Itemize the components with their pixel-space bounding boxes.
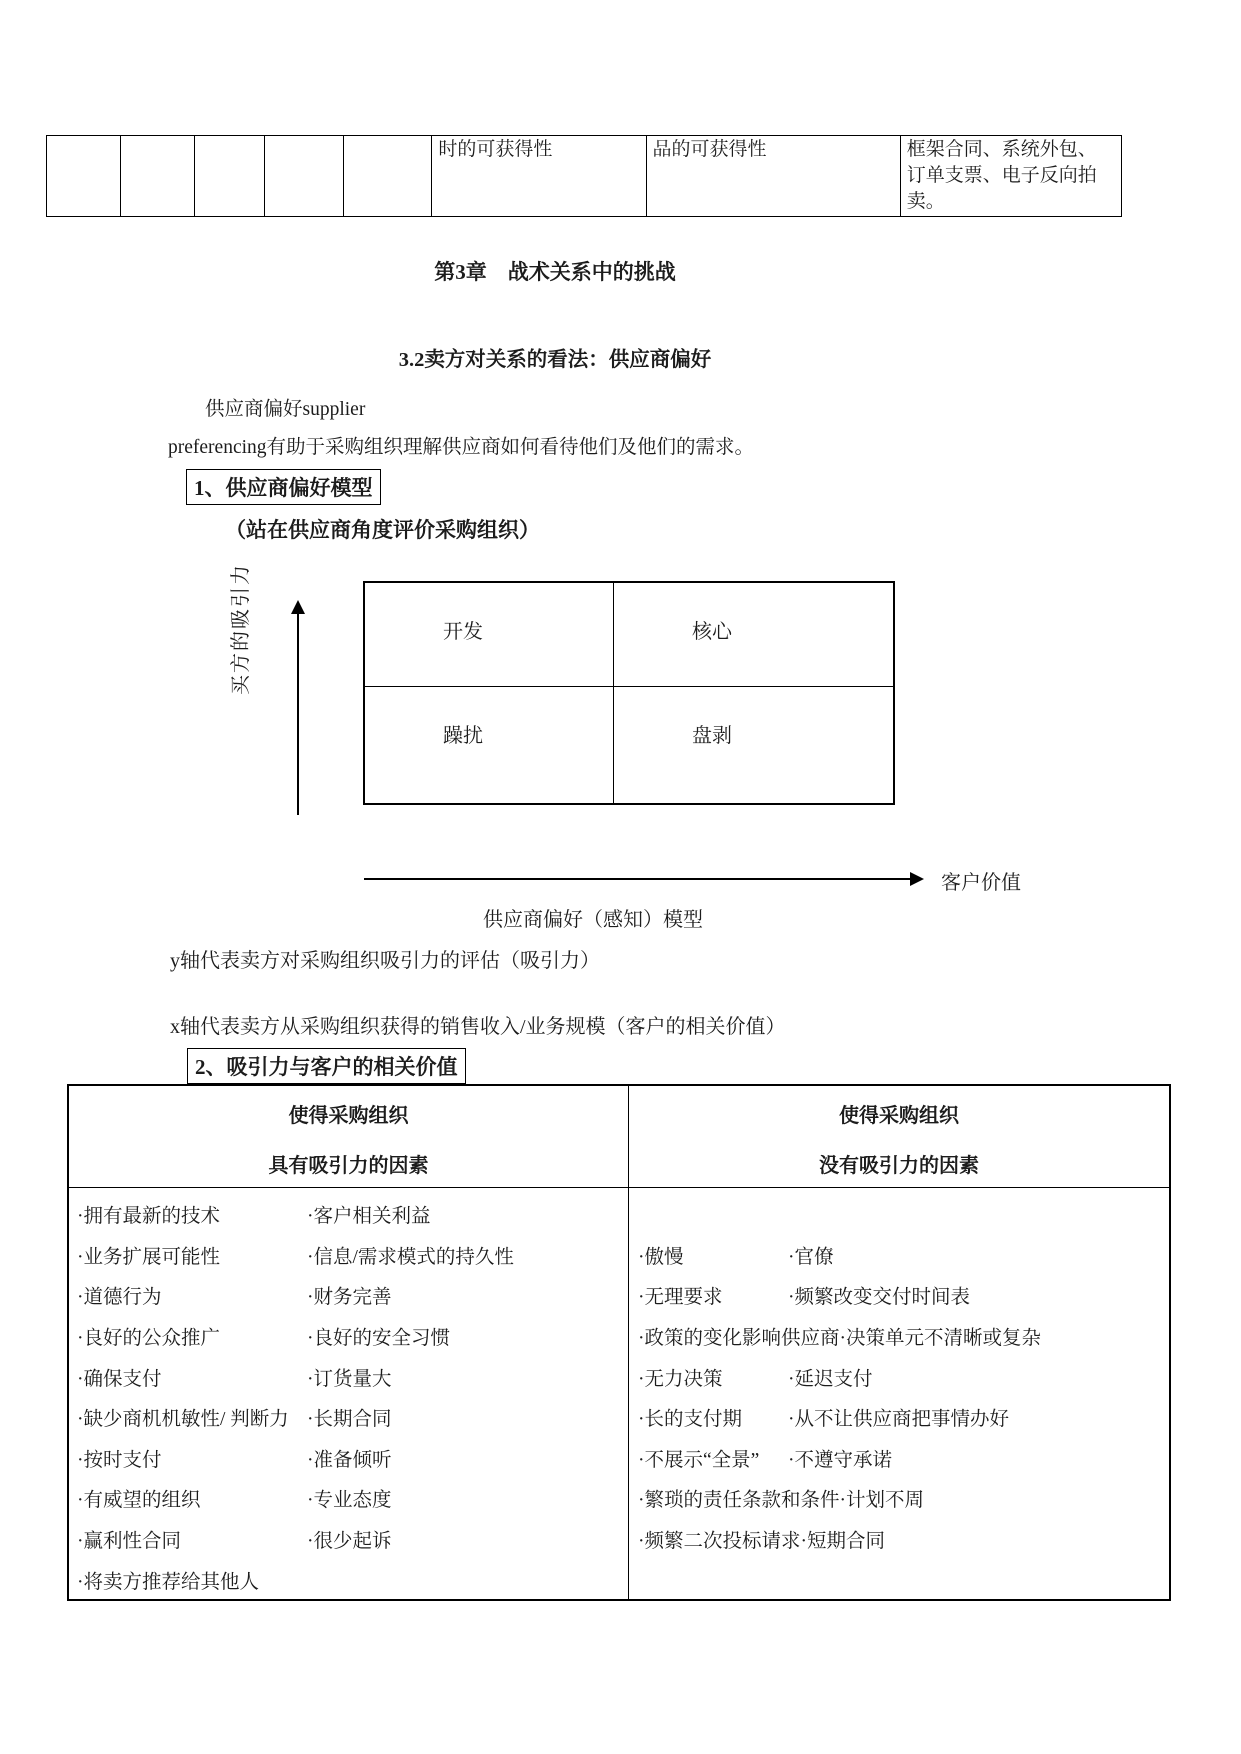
header-line: 没有吸引力的因素	[819, 1155, 979, 1177]
table-row	[69, 1559, 628, 1600]
table-row	[69, 1397, 628, 1438]
factor-item: ·计划不周	[839, 1490, 924, 1512]
factor-item: ·按时支付	[77, 1449, 162, 1471]
factors-column-unattractive	[629, 1086, 1169, 1599]
table-row	[629, 1356, 1169, 1397]
factor-item: ·有威望的组织	[77, 1490, 201, 1512]
factor-item: ·长期合同	[307, 1409, 392, 1431]
factor-item: ·政策的变化影响供应商	[638, 1328, 840, 1350]
factor-item: ·订货量大	[307, 1368, 392, 1390]
section-title: 3.2卖方对关系的看法：供应商偏好	[398, 349, 712, 371]
table-cell-empty	[47, 136, 121, 217]
table-cell-availability-time: 时的可获得性	[432, 136, 646, 217]
intro-paragraph-line1: 供应商偏好supplier	[205, 399, 366, 420]
factor-item: ·业务扩展可能性	[77, 1246, 220, 1268]
table-cell-empty	[344, 136, 432, 217]
factor-item: ·短期合同	[800, 1531, 885, 1553]
y-axis-arrow-head-icon	[291, 600, 305, 614]
factor-item: ·赢利性合同	[77, 1531, 181, 1553]
matrix-quadrant-core: 核心	[614, 583, 893, 687]
factor-item: ·不遵守承诺	[788, 1449, 892, 1471]
factor-item: ·很少起诉	[307, 1531, 392, 1553]
model-subheading: （站在供应商角度评价采购组织）	[225, 518, 540, 542]
factor-item: ·拥有最新的技术	[77, 1206, 220, 1228]
x-axis-arrow-head-icon	[910, 872, 924, 886]
factors-header-attractive	[69, 1086, 628, 1188]
matrix-quadrant-develop: 开发	[365, 583, 614, 687]
top-continuation-table	[46, 135, 1122, 217]
table-row	[629, 1519, 1169, 1560]
chapter-title: 第3章 战术关系中的挑战	[434, 260, 676, 284]
factor-item: ·繁琐的责任条款和条件	[638, 1490, 840, 1512]
factors-header-unattractive	[629, 1086, 1169, 1188]
axis-note-x: x轴代表卖方从采购组织获得的销售收入/业务规模（客户的相关价值）	[170, 1016, 786, 1038]
factor-item: ·准备倾听	[307, 1449, 392, 1471]
table-row	[47, 136, 1122, 217]
model-heading: 1、供应商偏好模型	[186, 469, 381, 505]
table-row	[629, 1438, 1169, 1479]
factors-heading: 2、吸引力与客户的相关价值	[187, 1048, 466, 1084]
header-line: 使得采购组织	[288, 1105, 409, 1127]
x-axis-arrow-line	[364, 878, 910, 880]
table-cell-empty	[265, 136, 344, 217]
table-row	[69, 1194, 628, 1235]
factor-item: ·无力决策	[638, 1368, 723, 1390]
factors-column-attractive	[69, 1086, 629, 1599]
table-row	[629, 1275, 1169, 1316]
factors-body-attractive	[69, 1188, 628, 1600]
factor-item: ·延迟支付	[788, 1368, 873, 1390]
factor-item: ·决策单元不清晰或复杂	[839, 1328, 1041, 1350]
table-row	[69, 1275, 628, 1316]
table-row	[629, 1235, 1169, 1276]
factor-item: ·道德行为	[77, 1287, 162, 1309]
factor-item: ·良好的安全习惯	[307, 1328, 450, 1350]
factor-item: ·确保支付	[77, 1368, 162, 1390]
table-cell-contracts: 框架合同、系统外包、订单支票、电子反向拍卖。	[900, 136, 1121, 217]
table-row	[69, 1519, 628, 1560]
factor-item: ·财务完善	[307, 1287, 392, 1309]
factor-item: ·缺少商机机敏性/ 判断力	[77, 1409, 289, 1431]
factor-item: ·良好的公众推广	[77, 1328, 220, 1350]
matrix-quadrant-exploit: 盘剥	[692, 725, 732, 747]
factor-item: ·从不让供应商把事情办好	[788, 1409, 1009, 1431]
table-row	[69, 1438, 628, 1479]
factor-item: ·长的支付期	[638, 1409, 742, 1431]
table-row	[69, 1316, 628, 1357]
axis-note-y: y轴代表卖方对采购组织吸引力的评估（吸引力）	[170, 950, 600, 972]
table-row	[629, 1478, 1169, 1519]
x-axis-label: 客户价值	[941, 872, 1021, 894]
factor-item: ·官僚	[788, 1246, 834, 1268]
preference-matrix	[363, 581, 895, 805]
header-line: 具有吸引力的因素	[268, 1155, 429, 1177]
table-row	[69, 1356, 628, 1397]
y-axis-arrow-line	[297, 613, 299, 815]
factor-item: ·客户相关利益	[307, 1206, 431, 1228]
factor-item: ·将卖方推荐给其他人	[77, 1571, 259, 1593]
table-row-spacer	[629, 1194, 1169, 1235]
table-row	[629, 1316, 1169, 1357]
factor-item: ·傲慢	[638, 1246, 684, 1268]
factor-item: ·专业态度	[307, 1490, 392, 1512]
factor-item: ·信息/需求模式的持久性	[307, 1246, 514, 1268]
factor-item: ·频繁改变交付时间表	[788, 1287, 970, 1309]
intro-paragraph-line2: preferencing有助于采购组织理解供应商如何看待他们及他们的需求。	[168, 437, 755, 458]
matrix-quadrant-nuisance: 躁扰	[365, 687, 614, 803]
matrix-caption: 供应商偏好（感知）模型	[483, 909, 703, 931]
factors-table	[67, 1084, 1171, 1601]
factor-item: ·无理要求	[638, 1287, 723, 1309]
table-cell-empty	[195, 136, 265, 217]
table-cell-empty	[121, 136, 195, 217]
table-row	[629, 1397, 1169, 1438]
table-row	[69, 1478, 628, 1519]
header-line: 使得采购组织	[839, 1105, 959, 1127]
y-axis-label: 买方的吸引力	[230, 563, 252, 695]
factors-body-unattractive	[629, 1188, 1169, 1559]
factor-item: ·频繁二次投标请求	[638, 1531, 801, 1553]
table-cell-availability-product: 品的可获得性	[646, 136, 900, 217]
table-row	[69, 1235, 628, 1276]
factor-item: ·不展示“全景”	[638, 1449, 760, 1471]
